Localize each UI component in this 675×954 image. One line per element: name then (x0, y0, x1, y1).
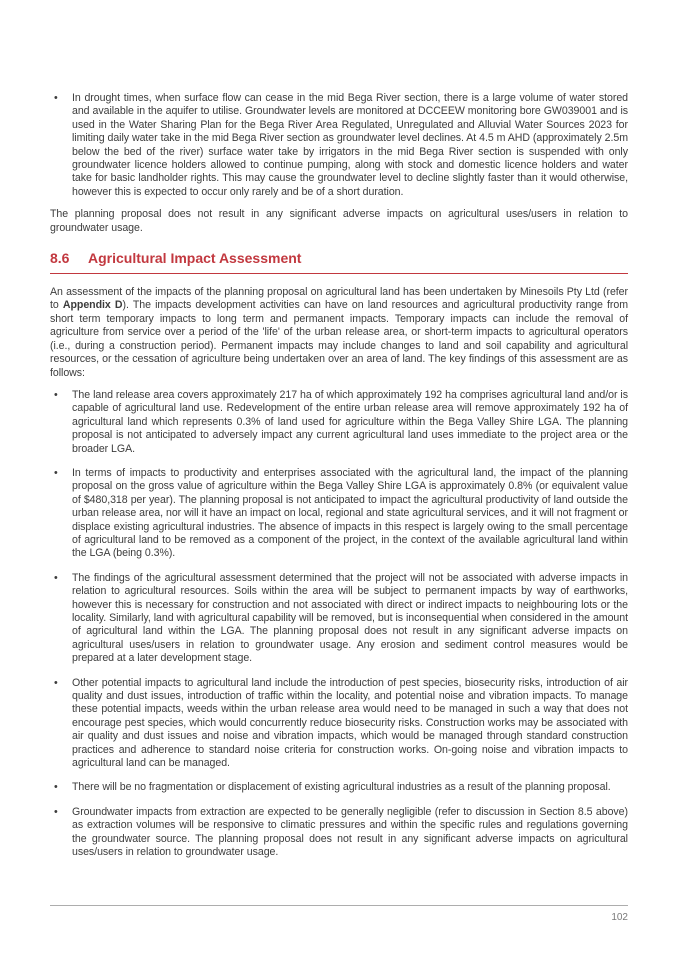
intro-bullet-text: In drought times, when surface flow can cease in the mid Bega River section, there is a large volume of water stored and available in the aquifer to utilise. Groundwater levels are monitored at DCCEEW monitoring bore GW039001 and is used in the Water Sharing Plan for the Bega River Area Regulated, Unregulated and Alluvial Water Sources 2023 for limiting daily water take in the mid Bega River section as groundwater level declines. At 4.5 m AHD (approximately 2.5m below the bed of the river) surface water take by irrigators in the mid Bega River section is suspended with only groundwater licence holders allowed to continue pumping, along with stock and domestic licence holders and water take for basic landholder rights. This may cause the groundwater level to decline slightly faster than it would otherwise, however this is expected to occur only rarely and be of a short duration. (72, 92, 628, 198)
list-item (50, 572, 628, 666)
findings-list (50, 389, 628, 860)
bullet-icon (50, 467, 72, 480)
footer-divider (50, 905, 628, 906)
bullet-icon (50, 572, 72, 585)
list-item (50, 389, 628, 456)
bullet-icon (50, 92, 72, 105)
list-item (50, 677, 628, 771)
list-item (50, 806, 628, 860)
section-intro-text-1: An assessment of the impacts of the planning proposal on agricultural land has been undertaken by Minesoils Pty Ltd (refer to (50, 286, 628, 312)
finding-text: The land release area covers approximately 217 ha of which approximately 192 ha comprises agricultural land and/or is capable of agricultural land use. Redevelopment of the entire urban release area will remove approximately 192 ha of agricultural land which represents 0.3% of land used for agriculture within the Bega Valley Shire LGA. The planning proposal is not anticipated to adversely impact any current agricultural land uses immediate to the project area or the broader LGA. (72, 388, 628, 455)
finding-text: Other potential impacts to agricultural land include the introduction of pest species, biosecurity risks, introduction of air quality and dust issues, introduction of traffic within the locality, and potential noise and vibration impacts. To manage these potential impacts, weeds within the urban release area would need to be managed in such a way that does not encourage pest species, which would concurrently reduce biosecurity risks. Construction works may be associated with air quality and dust issues and noise and vibration impacts, which would be managed through standard construction practices and adherence to standard noise criteria for construction works. On-going noise and vibration impacts to agricultural land can be managed. (72, 676, 628, 770)
closing-paragraph: The planning proposal does not result in any significant adverse impacts on agricultural uses/users in relation to groundwater usage. (50, 208, 628, 234)
page-number: 102 (611, 912, 628, 923)
section-title: Agricultural Impact Assessment (88, 250, 302, 267)
section-intro-text-2: ). The impacts development activities can have on land resources and agricultural productivity range from short term temporary impacts to long term and permanent impacts. Temporary impacts can include the removal of agriculture from service over a period of the 'life' of the urban release area, or short-term impacts to agricultural operators (i.e., during a construction period). Permanent impacts may include changes to land and soil capability and agricultural resources, or the cessation of agriculture being undertaken over an area of land. The key findings of this assessment are as follows: (50, 299, 628, 379)
section-intro-paragraph (50, 286, 628, 380)
finding-text: Groundwater impacts from extraction are expected to be generally negligible (refer to discussion in Section 8.5 above) as extraction volumes will be responsive to climatic pressures and within the specific rules and regulations governing the groundwater source. The planning proposal does not result in any significant adverse impacts on agricultural uses/users in relation to groundwater usage. (72, 805, 628, 859)
bullet-icon (50, 781, 72, 794)
appendix-reference: Appendix D (62, 299, 123, 312)
bullet-icon (50, 389, 72, 402)
page-content (50, 92, 628, 871)
list-item (50, 781, 628, 794)
finding-text: The findings of the agricultural assessment determined that the project will not be associated with adverse impacts in relation to agricultural resources. Soils within the area will be subject to permanent impacts by way of earthworks, however this is necessary for construction and not associated with direct or indirect impacts to neighbouring lots or the locality. Similarly, land with agricultural capability will be removed, but is inconsequential when considered in the amount of agricultural land within the LGA. The planning proposal does not result in any significant adverse impacts on agricultural uses/users in relation to groundwater usage. Any erosion and sediment control measures would be prepared at a later development stage. (72, 571, 628, 665)
list-item (50, 467, 628, 561)
section-heading (50, 250, 628, 274)
bullet-icon (50, 806, 72, 819)
section-number: 8.6 (50, 250, 70, 267)
bullet-icon (50, 677, 72, 690)
finding-text: There will be no fragmentation or displacement of existing agricultural industries as a result of the planning proposal. (72, 781, 611, 794)
list-item (50, 92, 628, 199)
finding-text: In terms of impacts to productivity and enterprises associated with the agricultural land, the impact of the planning proposal on the gross value of agriculture within the Bega Valley Shire LGA is approximately 0.8% (or equivalent value of $480,318 per year). The planning proposal is not anticipated to impact the agricultural productivity of land outside the urban release area, nor will it have an impact on local, regional and state agricultural services, and it will not fragment or displace existing agricultural industries. The absence of impacts in this respect is largely owing to the small percentage of agricultural land to be removed as a component of the project, in the context of the available agricultural land within the LGA (being 0.3%). (72, 466, 628, 560)
